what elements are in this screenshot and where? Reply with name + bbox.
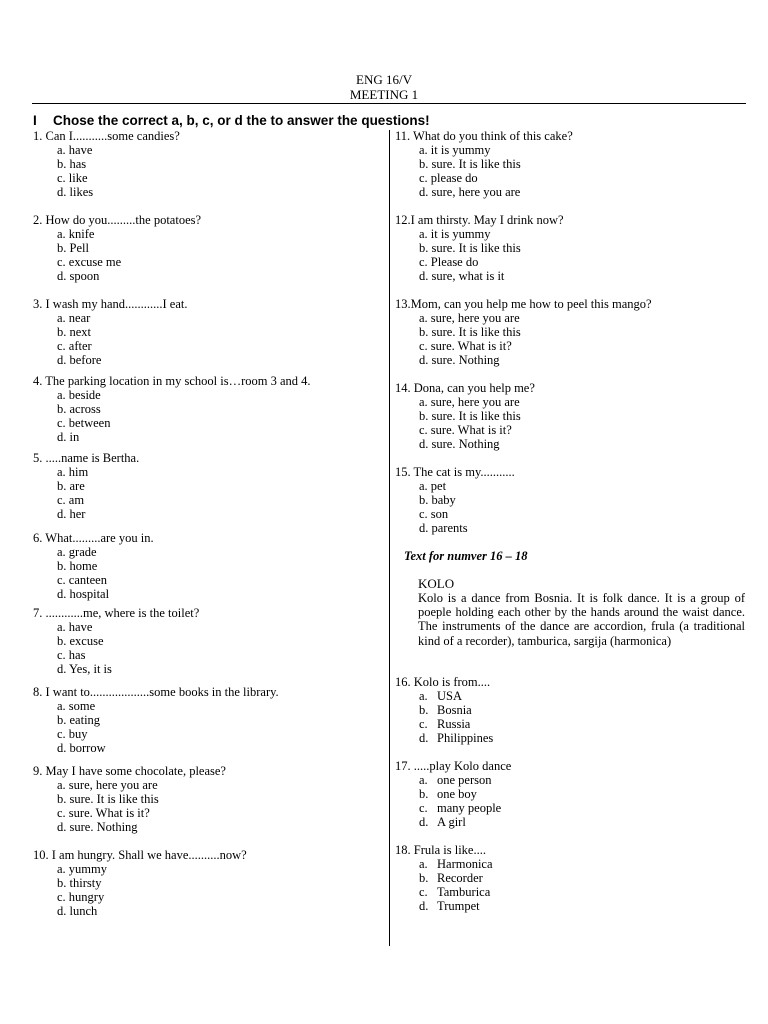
question-p2 bbox=[395, 759, 511, 829]
answer-option: a. have bbox=[57, 620, 93, 634]
answer-option: d. sure, what is it bbox=[419, 269, 505, 283]
answer-option: c. has bbox=[57, 648, 86, 662]
answer-option: b. Pell bbox=[57, 241, 89, 255]
answer-option: c. please do bbox=[419, 171, 478, 185]
answer-option bbox=[395, 857, 493, 871]
option-text: many people bbox=[437, 801, 502, 815]
answer-option: c. sure. What is it? bbox=[57, 806, 150, 820]
instruction bbox=[33, 113, 430, 129]
question-r1 bbox=[395, 129, 573, 199]
option-letter: c. bbox=[419, 801, 428, 815]
passage-title: KOLO bbox=[418, 576, 455, 591]
option-text: Harmonica bbox=[437, 857, 493, 871]
answer-option: d. spoon bbox=[57, 269, 100, 283]
option-letter: a. bbox=[419, 689, 428, 703]
question-stem: 13.Mom, can you help me how to peel this mango? bbox=[395, 297, 652, 311]
answer-option: b. sure. It is like this bbox=[419, 241, 521, 255]
answer-option bbox=[395, 703, 493, 717]
answer-option: a. sure, here you are bbox=[419, 311, 520, 325]
option-letter: b. bbox=[419, 703, 429, 717]
answer-option bbox=[395, 815, 511, 829]
answer-option: a. have bbox=[57, 143, 93, 157]
option-letter: a. bbox=[419, 857, 428, 871]
answer-option bbox=[395, 801, 511, 815]
question-l10 bbox=[33, 848, 247, 918]
question-stem: 3. I wash my hand............I eat. bbox=[33, 297, 188, 311]
option-letter: c. bbox=[419, 885, 428, 899]
answer-option: b. has bbox=[57, 157, 87, 171]
question-stem: 11. What do you think of this cake? bbox=[395, 129, 573, 143]
column-divider bbox=[389, 130, 390, 946]
answer-option: d. her bbox=[57, 507, 86, 521]
answer-option: b. home bbox=[57, 559, 98, 573]
answer-option: a. near bbox=[57, 311, 91, 325]
option-text: Philippines bbox=[437, 731, 494, 745]
answer-option: c. am bbox=[57, 493, 85, 507]
answer-option: d. sure. Nothing bbox=[419, 353, 500, 367]
answer-option bbox=[395, 871, 493, 885]
header-course-code: ENG 16/V bbox=[356, 72, 412, 87]
answer-option: d. Yes, it is bbox=[57, 662, 112, 676]
answer-option: a. sure, here you are bbox=[419, 395, 520, 409]
answer-option: d. likes bbox=[57, 185, 94, 199]
question-stem: 5. .....name is Bertha. bbox=[33, 451, 140, 465]
option-letter: c. bbox=[419, 717, 428, 731]
option-text: A girl bbox=[437, 815, 466, 829]
header-meeting: MEETING 1 bbox=[349, 87, 419, 102]
question-r3 bbox=[395, 297, 652, 367]
option-letter: a. bbox=[419, 773, 428, 787]
option-text: one person bbox=[437, 773, 492, 787]
option-letter: d. bbox=[419, 731, 429, 745]
option-letter: b. bbox=[419, 871, 429, 885]
question-stem: 12.I am thirsty. May I drink now? bbox=[395, 213, 564, 227]
question-stem: 4. The parking location in my school is…room 3 and 4. bbox=[33, 374, 311, 388]
answer-option: d. in bbox=[57, 430, 80, 444]
answer-option: d. sure. Nothing bbox=[419, 437, 500, 451]
option-text: Trumpet bbox=[437, 899, 480, 913]
question-stem: 17. .....play Kolo dance bbox=[395, 759, 512, 773]
option-text: USA bbox=[437, 689, 463, 703]
answer-option: a. it is yummy bbox=[419, 143, 491, 157]
question-p3 bbox=[395, 843, 493, 913]
answer-option: c. son bbox=[419, 507, 449, 521]
question-stem: 7. ............me, where is the toilet? bbox=[33, 606, 200, 620]
question-l9 bbox=[33, 764, 226, 834]
answer-option: b. sure. It is like this bbox=[419, 325, 521, 339]
answer-option: c. sure. What is it? bbox=[419, 339, 512, 353]
question-l5 bbox=[33, 451, 139, 521]
option-text: Bosnia bbox=[437, 703, 472, 717]
answer-option: b. across bbox=[57, 402, 101, 416]
question-stem: 10. I am hungry. Shall we have..........now? bbox=[33, 848, 247, 862]
answer-option: b. baby bbox=[419, 493, 456, 507]
answer-option bbox=[395, 899, 493, 913]
option-text: Tamburica bbox=[437, 885, 491, 899]
answer-option: c. after bbox=[57, 339, 92, 353]
option-letter: d. bbox=[419, 815, 429, 829]
instruction-text: Chose the correct a, b, c, or d the to answer the questions! bbox=[53, 113, 430, 128]
option-text: Russia bbox=[437, 717, 471, 731]
question-stem: 6. What.........are you in. bbox=[33, 531, 154, 545]
answer-option: d. hospital bbox=[57, 587, 110, 601]
answer-option bbox=[395, 717, 493, 731]
answer-option: a. beside bbox=[57, 388, 101, 402]
passage-text: Kolo is a dance from Bosnia. It is folk dance. It is a group of poeple holding each other by the hands around the waist dance. The instruments of the dance are accordion, frula (a traditional kind of a recorder), tamburica, sargija (harmonica) bbox=[418, 591, 745, 648]
option-letter: d. bbox=[419, 899, 429, 913]
answer-option: b. eating bbox=[57, 713, 101, 727]
question-stem: 15. The cat is my........... bbox=[395, 465, 515, 479]
answer-option: b. next bbox=[57, 325, 92, 339]
question-stem: 8. I want to...................some books in the library. bbox=[33, 685, 279, 699]
answer-option: a. yummy bbox=[57, 862, 107, 876]
answer-option: b. sure. It is like this bbox=[419, 157, 521, 171]
question-l7 bbox=[33, 606, 199, 676]
answer-option bbox=[395, 885, 493, 899]
answer-option: d. borrow bbox=[57, 741, 106, 755]
answer-option: a. grade bbox=[57, 545, 97, 559]
answer-option: b. are bbox=[57, 479, 85, 493]
answer-option: a. pet bbox=[419, 479, 447, 493]
answer-option: c. hungry bbox=[57, 890, 105, 904]
answer-option: a. knife bbox=[57, 227, 95, 241]
question-stem: 16. Kolo is from.... bbox=[395, 675, 491, 689]
question-l8 bbox=[33, 685, 279, 755]
answer-option: c. between bbox=[57, 416, 111, 430]
answer-option: d. sure. Nothing bbox=[57, 820, 138, 834]
question-p1 bbox=[395, 675, 493, 745]
answer-option: c. excuse me bbox=[57, 255, 122, 269]
question-stem: 1. Can I...........some candies? bbox=[33, 129, 180, 143]
answer-option: d. lunch bbox=[57, 904, 98, 918]
answer-option bbox=[395, 689, 493, 703]
question-stem: 2. How do you.........the potatoes? bbox=[33, 213, 202, 227]
answer-option: a. sure, here you are bbox=[57, 778, 158, 792]
answer-option bbox=[395, 773, 511, 787]
question-stem: 9. May I have some chocolate, please? bbox=[33, 764, 226, 778]
question-l6 bbox=[33, 531, 154, 601]
option-text: Recorder bbox=[437, 871, 483, 885]
answer-option: c. buy bbox=[57, 727, 88, 741]
header-divider bbox=[32, 103, 746, 104]
option-text: one boy bbox=[437, 787, 477, 801]
answer-option bbox=[395, 787, 511, 801]
question-l1 bbox=[33, 129, 180, 199]
answer-option: a. some bbox=[57, 699, 96, 713]
question-stem: 14. Dona, can you help me? bbox=[395, 381, 535, 395]
answer-option: b. sure. It is like this bbox=[57, 792, 159, 806]
answer-option: d. parents bbox=[419, 521, 468, 535]
question-l2 bbox=[33, 213, 201, 283]
question-r2 bbox=[395, 213, 564, 283]
answer-option: c. like bbox=[57, 171, 88, 185]
passage-label: Text for numver 16 – 18 bbox=[404, 549, 528, 563]
question-r5 bbox=[395, 465, 515, 535]
answer-option: c. canteen bbox=[57, 573, 107, 587]
instruction-number: I bbox=[33, 113, 37, 128]
answer-option: d. before bbox=[57, 353, 102, 367]
answer-option bbox=[395, 731, 493, 745]
answer-option: c. Please do bbox=[419, 255, 479, 269]
answer-option: b. sure. It is like this bbox=[419, 409, 521, 423]
answer-option: a. him bbox=[57, 465, 89, 479]
answer-option: b. thirsty bbox=[57, 876, 102, 890]
question-l3 bbox=[33, 297, 187, 367]
question-stem: 18. Frula is like.... bbox=[395, 843, 486, 857]
question-l4 bbox=[33, 374, 311, 444]
answer-option: c. sure. What is it? bbox=[419, 423, 512, 437]
answer-option: a. it is yummy bbox=[419, 227, 491, 241]
answer-option: b. excuse bbox=[57, 634, 104, 648]
option-letter: b. bbox=[419, 787, 429, 801]
question-r4 bbox=[395, 381, 535, 451]
answer-option: d. sure, here you are bbox=[419, 185, 521, 199]
